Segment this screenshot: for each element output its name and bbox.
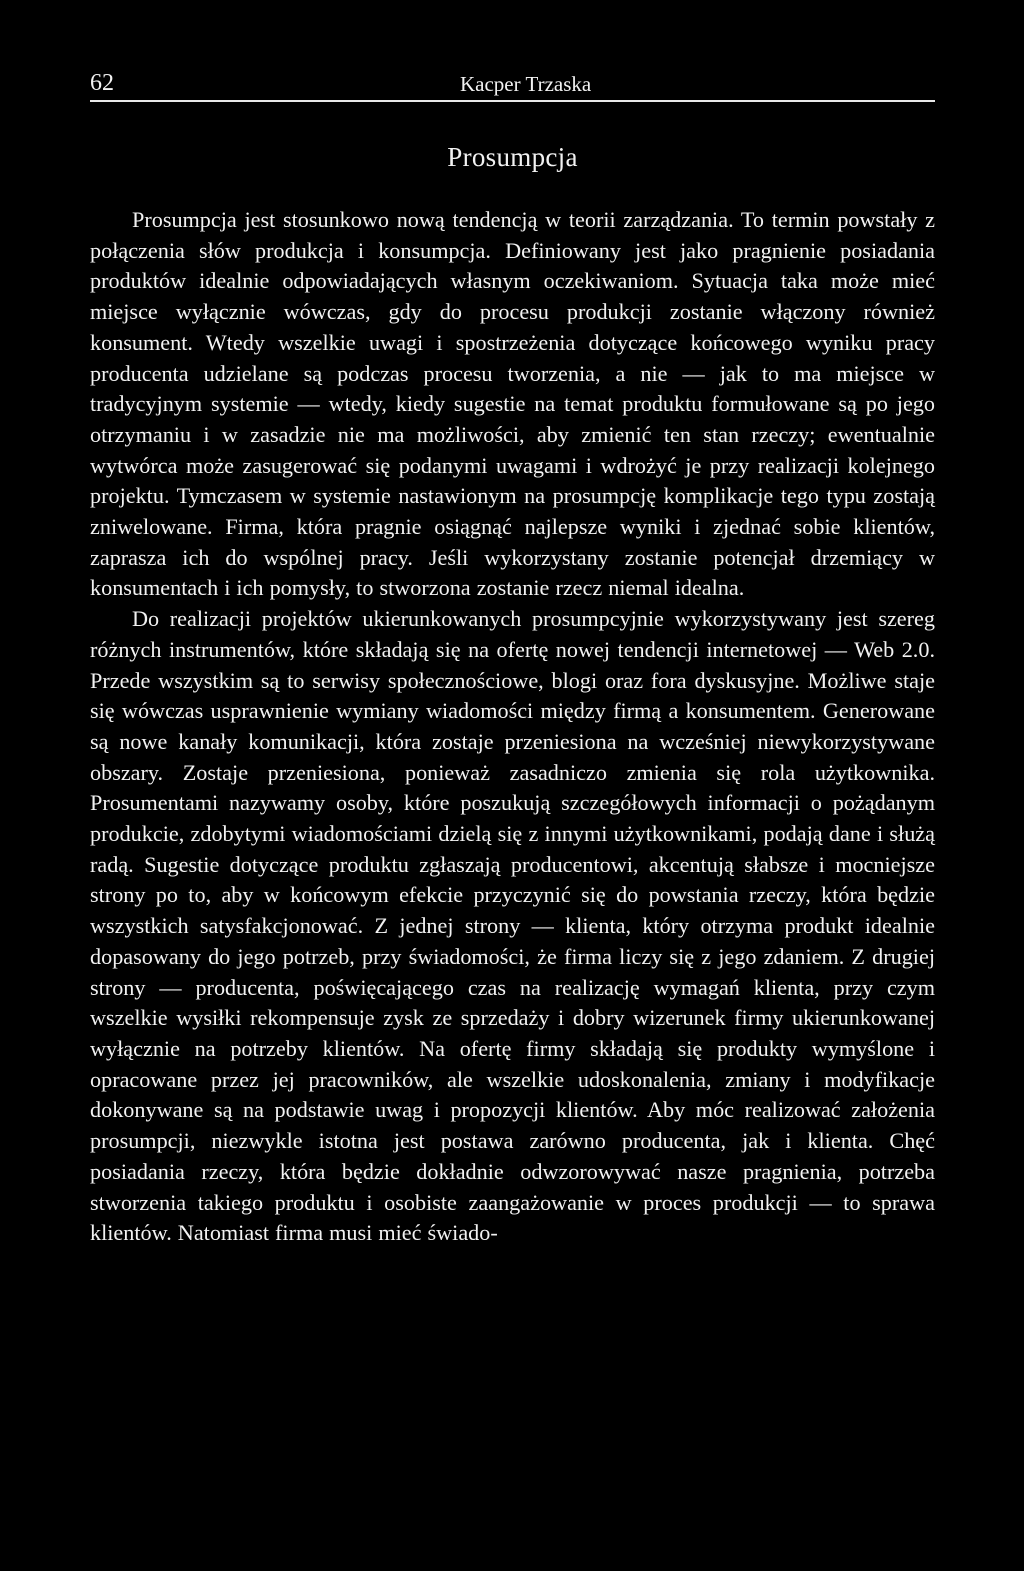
section-title: Prosumpcja <box>447 142 578 172</box>
book-page <box>90 68 935 1249</box>
running-author: Kacper Trzaska <box>460 72 592 96</box>
body-text <box>90 205 935 1249</box>
running-header <box>90 68 935 102</box>
paragraph-1: Prosumpcja jest stosunkowo nową tendencją w teorii zarządzania. To termin powstały z połączenia słów produkcja i konsumpcja. Definiowany jest jako pragnienie posiadania produktów idealnie odpowiadających własnym oczekiwaniom. Sytuacja taka może mieć miejsce wyłącznie wówczas, gdy do procesu produkcji zostanie włączony również konsument. Wtedy wszelkie uwagi i spostrzeżenia dotyczące końcowego wyniku pracy producenta udzielane są podczas procesu tworzenia, a nie — jak to ma miejsce w tradycyjnym systemie — wtedy, kiedy sugestie na temat produktu formułowane są po jego otrzymaniu i w zasadzie nie ma możliwości, aby zmienić ten stan rzeczy; ewentualnie wytwórca może zasugerować się podanymi uwagami i wdrożyć je przy realizacji kolejnego projektu. Tymczasem w systemie nastawionym na prosumpcję komplikacje tego typu zostają zniwelowane. Firma, która pragnie osiągnąć najlepsze wyniki i zjednać sobie klientów, zaprasza ich do wspólnej pracy. Jeśli wykorzystany zostanie potencjał drzemiący w konsumentach i ich pomysły, to stworzona zostanie rzecz niemal idealna. <box>90 207 935 601</box>
page-number: 62 <box>90 70 114 96</box>
paragraph-2: Do realizacji projektów ukierunkowanych prosumpcyjnie wykorzystywany jest szereg różnych instrumentów, które składają się na ofertę nowej tendencji internetowej — Web 2.0. Przede wszystkim są to serwisy społecznościowe, blogi oraz fora dyskusyjne. Możliwe staje się wówczas usprawnienie wymiany wiadomości między firmą a konsumentem. Generowane są nowe kanały komunikacji, która zostaje przeniesiona na wcześniej niewykorzystywane obszary. Zostaje przeniesiona, ponieważ zasadniczo zmienia się rola użytkownika. Prosumentami nazywamy osoby, które poszukują szczegółowych informacji o pożądanym produkcie, zdobytymi wiadomościami dzielą się z innymi użytkownikami, podają dane i służą radą. Sugestie dotyczące produktu zgłaszają producentowi, akcentują słabsze i mocniejsze strony po to, aby w końcowym efekcie przyczynić się do powstania rzeczy, która będzie wszystkich satysfakcjonować. Z jednej strony — klienta, który otrzyma produkt idealnie dopasowany do jego potrzeb, przy świadomości, że firma liczy się z jego zdaniem. Z drugiej strony — producenta, poświęcającego czas na realizację wymagań klienta, przy czym wszelkie wysiłki rekompensuje zysk ze sprzedaży i dobry wizerunek firmy ukierunkowanej wyłącznie na potrzeby klientów. Na ofertę firmy składają się produkty wymyślone i opracowane przez jej pracowników, ale wszelkie udoskonalenia, zmiany i modyfikacje dokonywane są na podstawie uwag i propozycji klientów. Aby móc realizować założenia prosumpcji, niezwykle istotna jest postawa zarówno producenta, jak i klienta. Chęć posiadania rzeczy, która będzie dokładnie odwzorowywać nasze pragnienia, potrzeba stworzenia takiego produktu i osobiste zaangażowanie w proces produkcji — to sprawa klientów. Natomiast firma musi mieć świado- <box>90 606 935 1246</box>
